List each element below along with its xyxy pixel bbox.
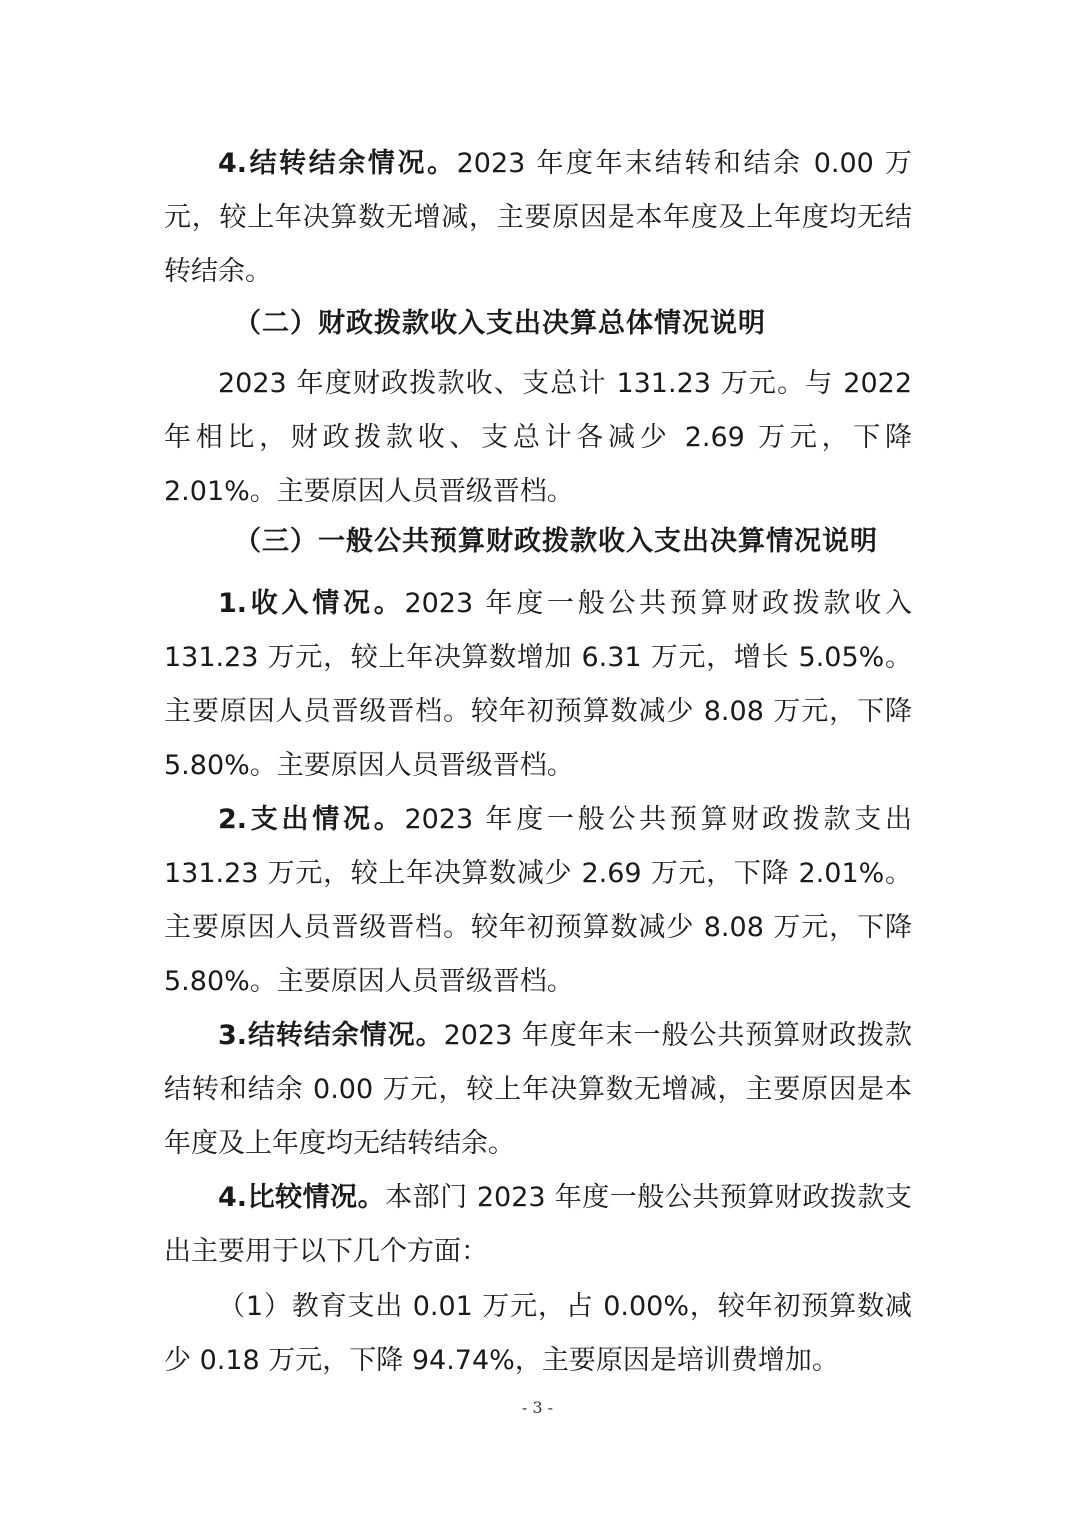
paragraph-text: 2023 年度年末一般公共预算财政拨款结转和结余 0.00 万元，较上年决算数无增减，主要原因是本年度及上年度均无结转结余。 xyxy=(164,1020,913,1159)
page-number: - 3 - xyxy=(521,1398,554,1417)
paragraph-lead: 1.收入情况。 xyxy=(218,588,405,619)
paragraph-comparison xyxy=(164,1171,912,1279)
paragraph-lead: 4.结转结余情况。 xyxy=(218,148,457,179)
paragraph-text: 2023 年度一般公共预算财政拨款支出 131.23 万元，较上年决算数减少 2.69 万元，下降 2.01%。主要原因人员晋级晋档。较年初预算数减少 8.08 万元，下降 5.80%。主要原因人员晋级晋档。 xyxy=(164,804,913,997)
paragraph-lead: 3.结转结余情况。 xyxy=(218,1020,444,1051)
paragraph-text: 本部门 2023 年度一般公共预算财政拨款支出主要用于以下几个方面： xyxy=(164,1182,912,1267)
section-heading-2: （二）财政拨款收入支出决算总体情况说明 xyxy=(234,308,766,339)
paragraph-fiscal-overview xyxy=(164,357,912,519)
paragraph-lead: 4.比较情况。 xyxy=(218,1182,386,1213)
paragraph-lead: 2.支出情况。 xyxy=(218,804,405,835)
paragraph-carryover-general xyxy=(164,1009,912,1171)
paragraph-income xyxy=(164,577,912,793)
paragraph-text: 2023 年度年末结转和结余 0.00 万元，较上年决算数无增减，主要原因是本年度及上年度均无结转结余。 xyxy=(164,148,912,287)
paragraph-carryover-balance xyxy=(164,137,912,299)
section-heading-3: （三）一般公共预算财政拨款收入支出决算情况说明 xyxy=(234,526,878,557)
paragraph-text: 2023 年度财政拨款收、支总计 131.23 万元。与 2022 年相比，财政拨款收、支总计各减少 2.69 万元，下降 2.01%。主要原因人员晋级晋档。 xyxy=(164,368,912,507)
paragraph-text: 2023 年度一般公共预算财政拨款收入 131.23 万元，较上年决算数增加 6.31 万元，增长 5.05%。主要原因人员晋级晋档。较年初预算数减少 8.08 万元，下降 5.80%。主要原因人员晋级晋档。 xyxy=(164,588,913,781)
paragraph-expenditure xyxy=(164,793,912,1009)
paragraph-text: （1）教育支出 0.01 万元，占 0.00%，较年初预算数减少 0.18 万元，下降 94.74%，主要原因是培训费增加。 xyxy=(164,1291,912,1376)
paragraph-education-expense xyxy=(164,1280,912,1388)
